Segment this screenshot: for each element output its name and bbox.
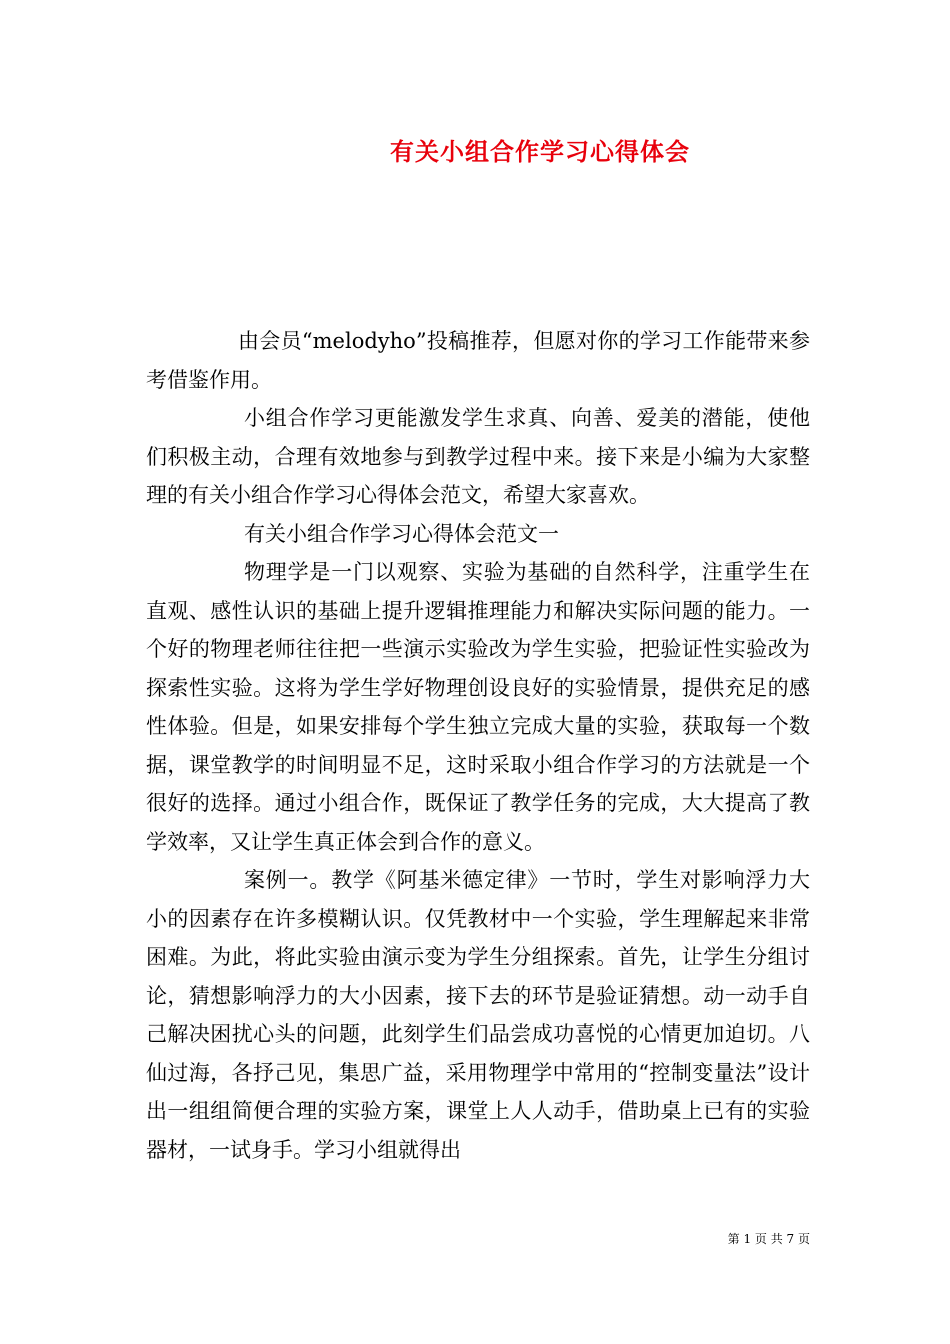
paragraph-summary: 小组合作学习更能激发学生求真、向善、爱美的潜能，使他们积极主动，合理有效地参与到教学过程中来。接下来是小编为大家整理的有关小组合作学习心得体会范文，希望大家喜欢。 [146, 406, 810, 507]
paragraph-physics: 物理学是一门以观察、实验为基础的自然科学，注重学生在直观、感性认识的基础上提升逻辑推理能力和解决实际问题的能力。一个好的物理老师往往把一些演示实验改为学生实验，把验证性实验改为探索性实验。这将为学生学好物理创设良好的实验情景，提供充足的感性体验。但是，如果安排每个学生独立完成大量的实验，获取每一个数据，课堂教学的时间明显不足，这时采取小组合作学习的方法就是一个很好的选择。通过小组合作，既保证了教学任务的完成，大大提高了教学效率，又让学生真正体会到合作的意义。 [146, 560, 810, 854]
page-number: 第 1 页 共 7 页 [727, 1232, 810, 1246]
document-title: 有关小组合作学习心得体会 [390, 137, 690, 166]
paragraph-intro: 由会员“melodyho”投稿推荐，但愿对你的学习工作能带来参考借鉴作用。 [146, 329, 810, 392]
paragraph-case-one: 案例一。教学《阿基米德定律》一节时，学生对影响浮力大小的因素存在许多模糊认识。仅凭教材中一个实验，学生理解起来非常困难。为此，将此实验由演示变为学生分组探索。首先，让学生分组讨论，猜想影响浮力的大小因素，接下去的环节是验证猜想。动一动手自己解决困扰心头的问题，此刻学生们品尝成功喜悦的心情更加迫切。八仙过海，各抒己见，集思广益，采用物理学中常用的“控制变量法”设计出一组组简便合理的实验方案，课堂上人人动手，借助桌上已有的实验器材，一试身手。学习小组就得出 [146, 868, 810, 1162]
section-heading: 有关小组合作学习心得体会范文一 [244, 521, 559, 546]
document-body [146, 322, 810, 1169]
